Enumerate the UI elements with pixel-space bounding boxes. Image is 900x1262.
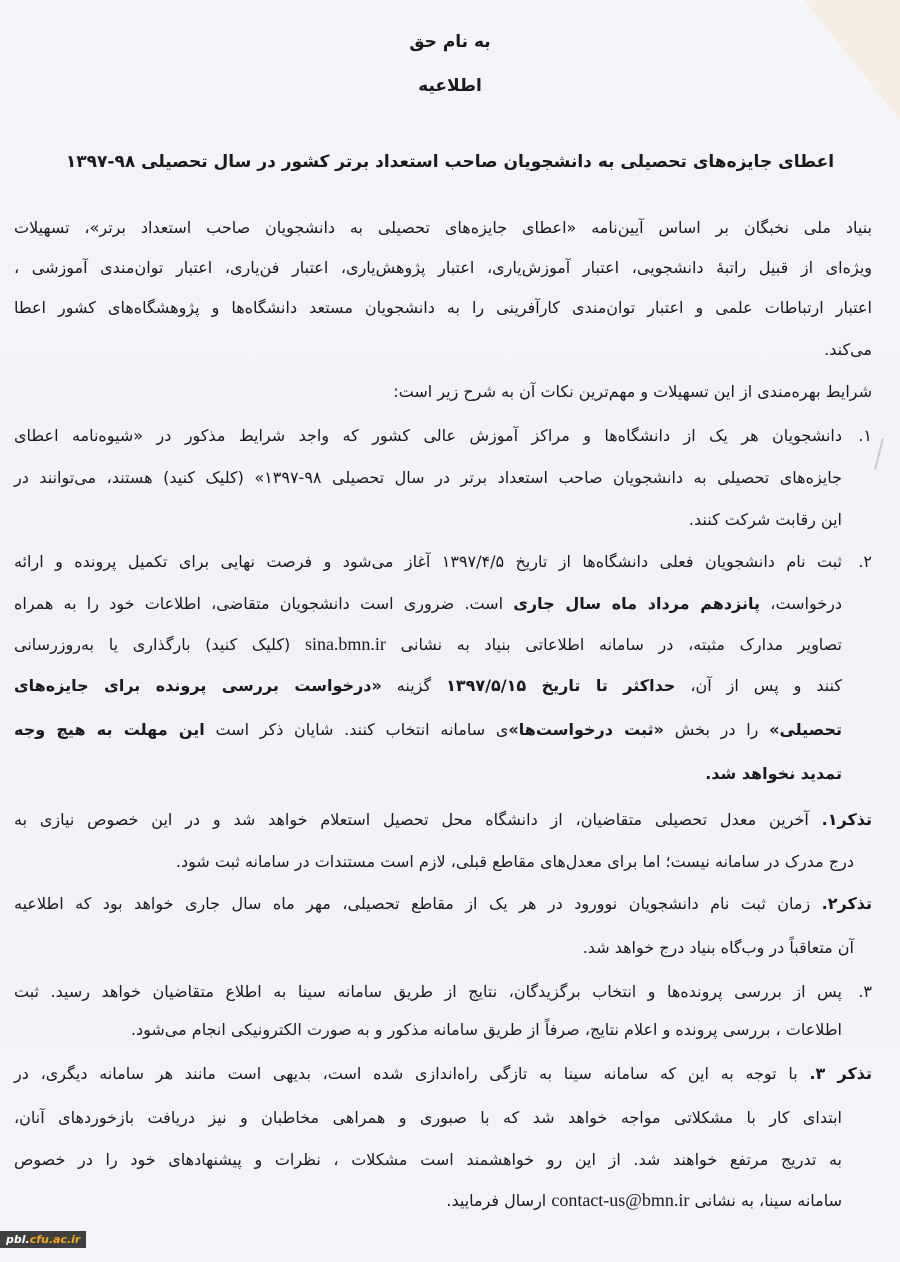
note-2-line-1: تذکر۲. زمان ثبت نام دانشجویان نوورود در هر یک از مقاطع تحصیلی، مهر ماه سال جاری خواهد بود که اطلاعیه bbox=[14, 894, 872, 913]
site-watermark: pbl.cfu.ac.ir bbox=[0, 1231, 86, 1248]
page-title: اعطای جایزه‌های تحصیلی به دانشجویان صاحب استعداد برتر کشور در سال تحصیلی ۹۸-۱۳۹۷ bbox=[65, 152, 835, 172]
item-number: ۲. bbox=[858, 552, 872, 571]
notice-label: اطلاعیه bbox=[418, 76, 482, 96]
intro-line-2: ویژه‌ای از قبیل راتبهٔ دانشجویی، اعتبار آموزش‌یاری، اعتبار پژوهش‌یاری، اعتبار فن‌یاری، اعتبار توان‌مندی آموزشی ، bbox=[14, 258, 872, 277]
item-2-line-2: درخواست، پانزدهم مرداد ماه سال جاری است. ضروری است دانشجویان متقاضی، اطلاعات خود را به همراه bbox=[14, 594, 843, 613]
item-2-line-3: تصاویر مدارک مثبته، در سامانه اطلاعاتی بنیاد به نشانی sina.bmn.ir (کلیک کنید) بارگذاری یا به‌روزرسانی bbox=[14, 634, 842, 654]
item-2-line-6: تمدید نخواهد شد. bbox=[705, 764, 842, 783]
note-3-line-2: ابتدای کار با مشکلاتی مواجه خواهد شد که با صبوری و همراهی مخاطبان و نیز دریافت بازخوردهای آنان، bbox=[14, 1108, 842, 1127]
item-2-line-4: کنند و پس از آن، حداکثر تا تاریخ ۱۳۹۷/۵/۱۵ گزینه «درخواست بررسی پرونده برای جایزه‌های bbox=[14, 676, 842, 695]
bismillah-heading: به نام حق bbox=[409, 32, 491, 52]
item-1-line-2: جایزه‌های تحصیلی به دانشجویان صاحب استعداد برتر در سال تحصیلی ۹۸-۱۳۹۷» (کلیک کنید) هستند، می‌توانند در bbox=[14, 468, 843, 487]
note-3-line-4: سامانه سینا، به نشانی contact-us@bmn.ir ارسال فرمایید. bbox=[446, 1190, 842, 1210]
item-2-line-1: ۲.ثبت نام دانشجویان فعلی دانشگاه‌ها از تاریخ ۱۳۹۷/۴/۵ آغاز می‌شود و فرصت نهایی برای تکمیل پرونده و ارائه bbox=[14, 552, 872, 571]
note-label: تذکر۱. bbox=[821, 810, 872, 829]
item-3-line-2: اطلاعات ، بررسی پرونده و اعلام نتایج، صرفاً از طریق سامانه مذکور و به صورت الکترونیکی انجام می‌شود. bbox=[130, 1020, 842, 1039]
item-number: ۳. bbox=[858, 982, 872, 1001]
item-1-line-1: ۱.دانشجویان هر یک از دانشگاه‌ها و مراکز آموزش عالی کشور که واجد شرایط مذکور در «شیوه‌نامه اعطای bbox=[14, 426, 872, 445]
item-2-line-5: تحصیلی» را در بخش «ثبت درخواست‌ها»ی سامانه انتخاب کنند. شایان ذکر است این مهلت به هیچ وجه bbox=[14, 720, 842, 739]
intro-line-3: اعتبار ارتباطات علمی و اعتبار توان‌مندی کارآفرینی را به دانشجویان مستعد دانشگاه‌ها و پژوهشگاه‌های کشور اعطا bbox=[14, 298, 872, 317]
page-fold-corner bbox=[804, 0, 900, 120]
sina-link[interactable]: sina.bmn.ir bbox=[304, 634, 386, 654]
note-label: تذکر۲. bbox=[821, 894, 872, 913]
item-1-line-3: این رقابت شرکت کنند. bbox=[688, 510, 842, 529]
intro-line-1: بنیاد ملی نخبگان بر اساس آیین‌نامه «اعطای جایزه‌های تحصیلی به دانشجویان صاحب استعداد برتر»، تسهیلات bbox=[14, 218, 872, 237]
conditions-heading: شرایط بهره‌مندی از این تسهیلات و مهم‌ترین نکات آن به شرح زیر است: bbox=[393, 382, 872, 401]
note-1-line-1: تذکر۱. آخرین معدل تحصیلی متقاضیان، از دانشگاه محل تحصیل استعلام خواهد شد و در این خصوص نیازی به bbox=[14, 810, 872, 829]
contact-email-link[interactable]: contact-us@bmn.ir bbox=[551, 1190, 690, 1210]
note-3-line-1: تذکر ۳. با توجه به این که سامانه سینا به تازگی راه‌اندازی شده است، بدیهی است مانند هر سامانه دیگری، در bbox=[14, 1064, 873, 1083]
note-3-line-3: به تدریج مرتفع خواهند شد. از این رو خواهشمند است مشکلات ، نظرات و پیشنهادهای خود را در خصوص bbox=[14, 1150, 842, 1169]
intro-line-4: می‌کند. bbox=[824, 340, 872, 359]
item-number: ۱. bbox=[858, 426, 872, 445]
note-1-line-2: درج مدرک در سامانه نیست؛ اما برای معدل‌های مقاطع قبلی، لازم است مستندات در سامانه ثبت شود. bbox=[175, 852, 854, 871]
item-3-line-1: ۳.پس از بررسی پرونده‌ها و انتخاب برگزیدگان، نتایج از طریق سامانه سینا به اطلاع متقاضیان خواهد رسید. ثبت bbox=[14, 982, 872, 1001]
note-2-line-2: آن متعاقباً در وب‌گاه بنیاد درج خواهد شد. bbox=[582, 938, 854, 957]
note-label: تذکر ۳. bbox=[809, 1064, 873, 1083]
